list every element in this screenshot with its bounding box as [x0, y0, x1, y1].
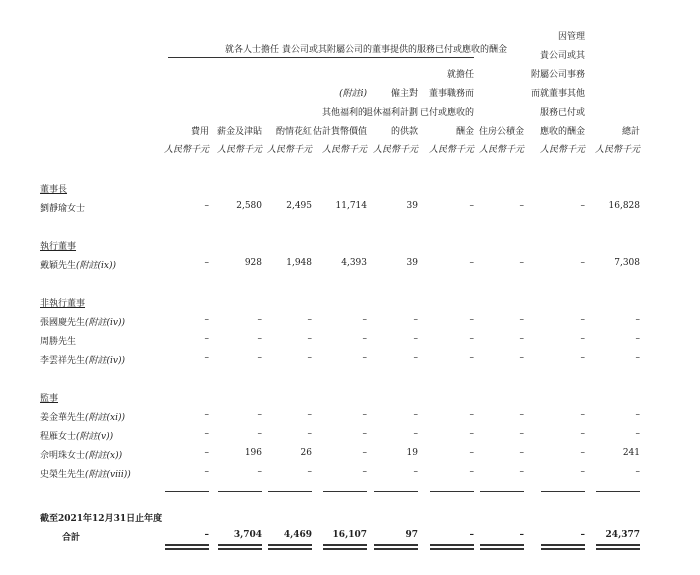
total-double-rule	[165, 548, 209, 550]
table-cell: 26	[300, 448, 312, 458]
table-cell: 16,828	[608, 201, 640, 211]
subtotal-rule	[430, 491, 474, 492]
table-cell: –	[519, 334, 524, 344]
section-title: 執行董事	[40, 242, 77, 252]
column-header-line: 僱主對	[390, 89, 418, 99]
table-cell: –	[204, 467, 209, 477]
row-note: (附註(viii))	[85, 470, 131, 480]
column-header-line: 估計貨幣價值	[312, 127, 367, 137]
subtotal-rule	[218, 491, 262, 492]
total-cell: –	[519, 530, 524, 540]
row-name: 劉靜瑜女士	[40, 204, 86, 214]
table-cell: –	[204, 201, 209, 211]
table-cell: 1,948	[286, 258, 312, 268]
total-label: 合計	[62, 533, 81, 543]
table-cell: 2,580	[236, 201, 262, 211]
group-header-rule	[168, 57, 474, 58]
table-cell: –	[307, 410, 312, 420]
table-cell: –	[204, 315, 209, 325]
total-cell: 3,704	[233, 530, 262, 540]
total-cell: –	[469, 530, 474, 540]
table-cell: –	[204, 334, 209, 344]
row-note: (附註(iv))	[85, 318, 126, 328]
table-cell: –	[580, 410, 585, 420]
column-header-line: 附屬公司事務	[530, 70, 585, 80]
column-header-line: 的供款	[390, 127, 418, 137]
total-double-rule	[430, 544, 474, 546]
table-cell: –	[580, 353, 585, 363]
row-name: 佘明珠女士(附註(x))	[40, 451, 123, 461]
unit-label: 人民幣千元	[163, 145, 209, 155]
row-note: (附註(iv))	[85, 356, 126, 366]
total-double-rule	[323, 548, 367, 550]
table-cell: –	[580, 334, 585, 344]
table-cell: –	[257, 315, 262, 325]
row-note: (附註(xi))	[85, 413, 126, 423]
total-double-rule	[268, 544, 312, 546]
table-cell: –	[257, 334, 262, 344]
subtotal-rule	[165, 491, 209, 492]
unit-label: 人民幣千元	[428, 145, 474, 155]
column-header-line: 其他福利的	[321, 108, 367, 118]
table-cell: –	[580, 315, 585, 325]
table-cell: –	[635, 429, 640, 439]
table-cell: –	[204, 353, 209, 363]
table-cell: –	[469, 353, 474, 363]
subtotal-rule	[323, 491, 367, 492]
subtotal-rule	[596, 491, 640, 492]
table-cell: –	[307, 315, 312, 325]
table-cell: –	[635, 334, 640, 344]
total-double-rule	[430, 548, 474, 550]
column-header-line: 酬金	[455, 127, 474, 137]
total-double-rule	[218, 548, 262, 550]
total-double-rule	[323, 544, 367, 546]
table-cell: –	[469, 448, 474, 458]
total-cell: 24,377	[605, 530, 640, 540]
row-name: 程雁女士(附註(v))	[40, 432, 114, 442]
total-cell: 4,469	[283, 530, 312, 540]
column-header-line: (附註i)	[339, 89, 367, 99]
table-cell: –	[413, 353, 418, 363]
row-name: 姜金華先生(附註(xi))	[40, 413, 126, 423]
table-cell: –	[519, 353, 524, 363]
row-name: 史榮生先生(附註(viii))	[40, 470, 131, 480]
subtotal-rule	[541, 491, 585, 492]
row-note: (附註(ix))	[76, 261, 117, 271]
section-title: 監事	[40, 394, 59, 404]
table-cell: –	[204, 258, 209, 268]
table-cell: –	[580, 467, 585, 477]
table-cell: –	[413, 467, 418, 477]
table-cell: –	[257, 353, 262, 363]
column-header-line: 費用	[190, 127, 209, 137]
table-cell: –	[469, 315, 474, 325]
column-header-line: 就擔任	[446, 70, 474, 80]
table-cell: –	[635, 467, 640, 477]
table-cell: 196	[244, 448, 262, 458]
total-period-label: 截至2021年12月31日止年度	[40, 514, 163, 524]
table-cell: –	[519, 429, 524, 439]
table-cell: 4,393	[341, 258, 367, 268]
group-header-right: 貴公司或其附屬公司的董事提供的服務已付或應收的酬金	[282, 45, 508, 55]
table-cell: –	[257, 410, 262, 420]
unit-label: 人民幣千元	[594, 145, 640, 155]
column-header-line: 總計	[621, 127, 640, 137]
unit-label: 人民幣千元	[539, 145, 585, 155]
table-cell: –	[362, 353, 367, 363]
row-note: (附註(x))	[85, 451, 123, 461]
unit-label: 人民幣千元	[372, 145, 418, 155]
table-cell: –	[257, 467, 262, 477]
total-cell: –	[580, 530, 585, 540]
row-name: 李雲祥先生(附註(iv))	[40, 356, 126, 366]
table-cell: –	[362, 429, 367, 439]
table-cell: –	[580, 201, 585, 211]
column-header-line: 而就董事其他	[530, 89, 585, 99]
table-cell: –	[362, 410, 367, 420]
unit-label: 人民幣千元	[321, 145, 367, 155]
table-cell: –	[519, 315, 524, 325]
section-title: 董事長	[40, 185, 68, 195]
total-cell: 16,107	[332, 530, 367, 540]
total-double-rule	[541, 548, 585, 550]
table-cell: –	[307, 353, 312, 363]
table-cell: –	[307, 467, 312, 477]
table-cell: –	[362, 334, 367, 344]
total-double-rule	[480, 544, 524, 546]
table-cell: –	[257, 429, 262, 439]
table-cell: –	[519, 467, 524, 477]
table-cell: 7,308	[614, 258, 640, 268]
table-cell: –	[635, 410, 640, 420]
total-double-rule	[541, 544, 585, 546]
subtotal-rule	[480, 491, 524, 492]
column-header-line: 退休福利計劃	[363, 108, 418, 118]
column-header-line: 董事職務而	[428, 89, 474, 99]
table-cell: –	[204, 448, 209, 458]
table-cell: –	[307, 429, 312, 439]
table-cell: –	[519, 201, 524, 211]
table-cell: 39	[406, 258, 418, 268]
group-header-left: 就各人士擔任	[225, 45, 280, 55]
total-double-rule	[374, 548, 418, 550]
subtotal-rule	[268, 491, 312, 492]
table-cell: –	[469, 429, 474, 439]
total-cell: –	[204, 530, 209, 540]
table-cell: 39	[406, 201, 418, 211]
table-cell: 241	[622, 448, 640, 458]
table-cell: –	[469, 258, 474, 268]
subtotal-rule	[374, 491, 418, 492]
unit-label: 人民幣千元	[478, 145, 524, 155]
column-header-line: 酌情花紅	[275, 127, 312, 137]
table-cell: –	[519, 258, 524, 268]
table-cell: –	[204, 429, 209, 439]
total-double-rule	[165, 544, 209, 546]
row-name: 戴穎先生(附註(ix))	[40, 261, 117, 271]
row-name: 周勝先生	[40, 337, 77, 347]
table-cell: –	[413, 429, 418, 439]
column-header-line: 貴公司或其	[539, 51, 585, 61]
table-cell: –	[580, 258, 585, 268]
table-cell: 19	[406, 448, 418, 458]
column-header-line: 住房公積金	[478, 127, 524, 137]
table-cell: –	[362, 315, 367, 325]
total-double-rule	[268, 548, 312, 550]
unit-label: 人民幣千元	[266, 145, 312, 155]
total-double-rule	[480, 548, 524, 550]
table-cell: –	[413, 410, 418, 420]
total-double-rule	[596, 544, 640, 546]
table-cell: –	[413, 315, 418, 325]
total-cell: 97	[405, 530, 418, 540]
table-cell: –	[469, 201, 474, 211]
table-cell: –	[307, 334, 312, 344]
column-header-line: 薪金及津貼	[216, 127, 262, 137]
table-cell: –	[580, 448, 585, 458]
table-cell: –	[519, 448, 524, 458]
table-cell: –	[469, 467, 474, 477]
table-cell: 2,495	[286, 201, 312, 211]
table-cell: –	[362, 448, 367, 458]
table-cell: –	[362, 467, 367, 477]
table-cell: –	[413, 334, 418, 344]
row-name: 張國慶先生(附註(iv))	[40, 318, 126, 328]
column-header-line: 因管理	[557, 32, 585, 42]
table-cell: –	[469, 334, 474, 344]
column-header-line: 已付或應收的	[419, 108, 474, 118]
table-cell: –	[469, 410, 474, 420]
table-cell: –	[635, 353, 640, 363]
column-header-line: 服務已付或	[539, 108, 585, 118]
table-cell: 928	[244, 258, 262, 268]
section-title: 非執行董事	[40, 299, 86, 309]
unit-label: 人民幣千元	[216, 145, 262, 155]
total-double-rule	[374, 544, 418, 546]
table-cell: –	[204, 410, 209, 420]
row-note: (附註(v))	[76, 432, 114, 442]
total-double-rule	[218, 544, 262, 546]
column-header-line: 應收的酬金	[539, 127, 585, 137]
table-cell: –	[580, 429, 585, 439]
total-double-rule	[596, 548, 640, 550]
table-cell: 11,714	[335, 201, 367, 211]
table-cell: –	[635, 315, 640, 325]
table-cell: –	[519, 410, 524, 420]
